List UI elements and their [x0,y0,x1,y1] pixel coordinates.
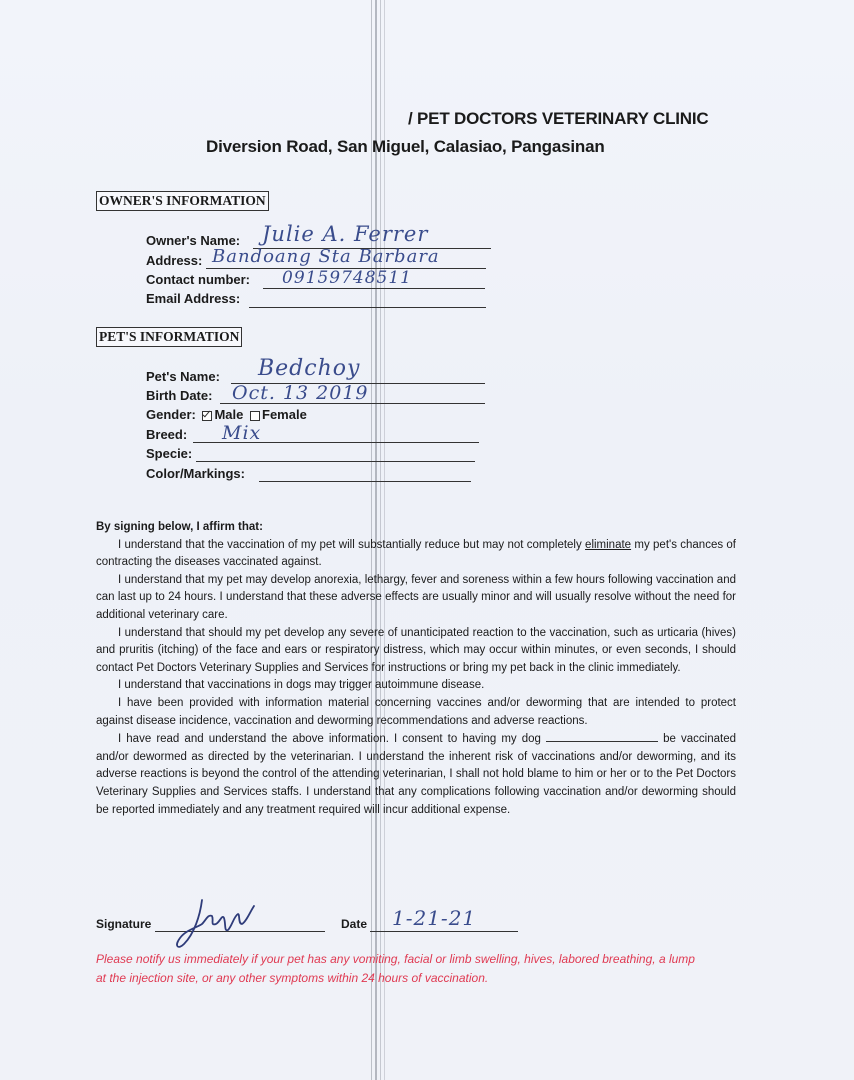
birth-date-label: Birth Date: [146,388,213,403]
gender-female-checkbox[interactable] [250,411,260,421]
address-label: Address: [146,253,203,268]
pet-name-value: Bedchoy [258,356,361,381]
emphasis-eliminate: eliminate [585,538,632,551]
gender-male-checkbox[interactable] [202,411,212,421]
pet-section-heading: PET'S INFORMATION [96,327,242,347]
owner-section-heading: OWNER'S INFORMATION [96,191,269,211]
consent-paragraph: I have been provided with information material concerning vaccines and/or deworming that are intended to protect against disease incidence, vaccination and deworming recommendations and adverse reactions. [96,696,736,727]
specie-label: Specie: [146,446,193,461]
signature-label: Signature [96,917,152,931]
signature-scribble-icon [172,892,272,956]
dog-name-blank [546,730,658,742]
breed-value: Mix [222,422,262,444]
specie-line [196,461,475,462]
date-label: Date [341,917,368,931]
consent-paragraph: I understand that vaccinations in dogs may trigger autoimmune disease. [118,679,485,692]
owner-name-label: Owner's Name: [146,233,241,248]
color-markings-label: Color/Markings: [146,466,245,481]
consent-paragraph: I understand that my pet may develop anorexia, lethargy, fever and soreness within a few hours following vaccination and can last up to 24 hours. I understand that these adverse effects are usually minor and will usually resolve without the need for additional veterinary care. [96,573,736,621]
date-line [370,931,518,932]
consent-paragraph: I have read and understand the above information. I consent to having my dog be vaccinated and/or dewormed as directed by the veterinarian. I understand the inherent risk of vaccinations and/or deworming, and its adverse reactions is beyond the control of the attending veterinarian, I shall not hold blame to him or her or to the Pet Doctors Veterinary Supplies and Services staffs. I understand that any complications following vaccination and/or deworming should be reported immediately and any treatment required will incur additional expense. [96,730,736,819]
clinic-address: Diversion Road, San Miguel, Calasiao, Pangasinan [206,137,605,156]
contact-line [263,288,485,289]
email-line [249,307,486,308]
gender-female-label: Female [262,407,307,422]
aftercare-notice: Please notify us immediately if your pet has any vomiting, facial or limb swelling, hives, labored breathing, a lump at the injection site, or any other symptoms within 24 hours of vaccination. [96,952,695,985]
birth-date-value: Oct. 13 2019 [232,382,369,404]
email-label: Email Address: [146,291,241,306]
contact-label: Contact number: [146,272,250,287]
gender-male-label: Male [214,407,244,422]
clinic-name: / PET DOCTORS VETERINARY CLINIC [408,109,709,128]
breed-label: Breed: [146,427,188,442]
color-markings-line [259,481,471,482]
date-value: 1-21-21 [392,906,477,930]
gender-label: Gender: [146,407,196,422]
address-value: Bandoang Sta Barbara [212,246,440,267]
consent-lead: By signing below, I affirm that: [96,521,263,533]
contact-value: 09159748511 [282,268,412,288]
owner-name-value: Julie A. Ferrer [262,222,429,246]
consent-text [96,519,736,819]
gender-row [146,407,307,422]
consent-paragraph: I understand that should my pet develop any severe of unanticipated reaction to the vaccination, such as urticaria (hives) and pruritis (itching) of the face and ears or respiratory distress, which may occur within minutes, or even seconds, I should contact Pet Doctors Veterinary Supplies and Services for instructions or bring my pet back in the clinic immediately. [96,626,736,674]
pet-name-label: Pet's Name: [146,369,220,384]
consent-paragraph: I understand that the vaccination of my pet will substantially reduce but may not completely eliminate my pet's chances of contracting the diseases vaccinated against. [96,538,736,569]
